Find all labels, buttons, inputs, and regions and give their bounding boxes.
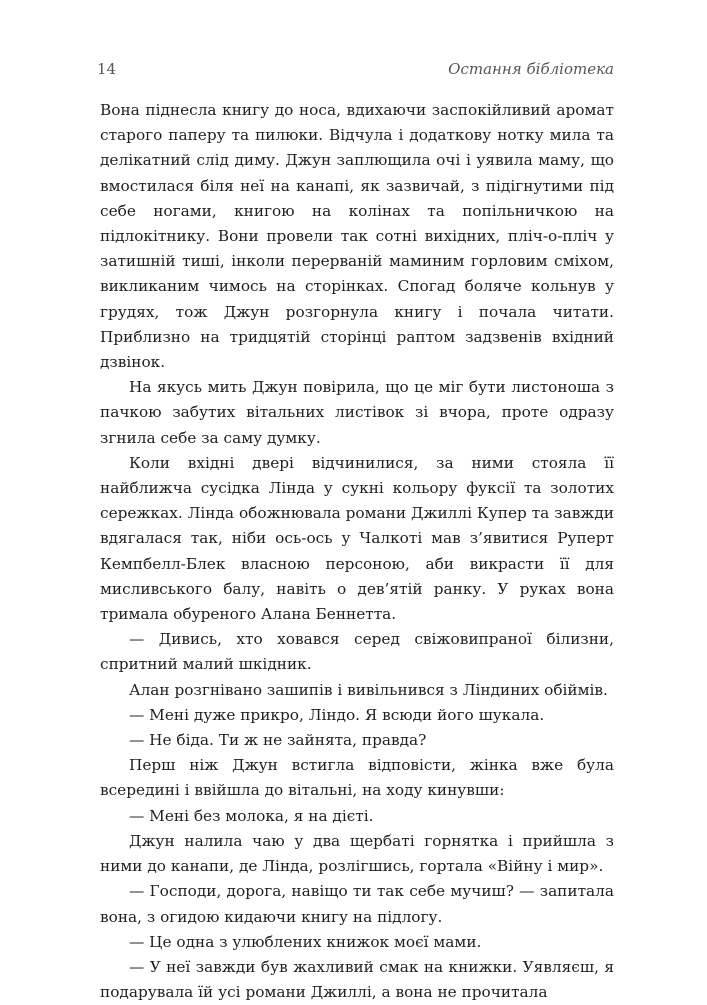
paragraph: На якусь мить Джун повірила, що це міг бути листоноша з пачкою забутих вітальних листівок зі вчора, проте одразу згнила себе за саму думку. xyxy=(100,378,614,447)
paragraph: Коли вхідні двері відчинилися, за ними стояла її найближча сусідка Лінда у сукні кольору фуксії та золотих сережках. Лінда обожнювала романи Джиллі Купер та завжди вдягалася так, ніби ось-ось у Чалкоті мав з’явитися Руперт Кемпбелл-Блек власною персоною, аби викрасти її для мисливського балу, навіть о дев’ятій ранку. У руках вона тримала обуреного Алана Беннетта. xyxy=(100,453,614,624)
dialogue-line: — Не біда. Ти ж не зайнята, правда? xyxy=(129,731,427,750)
page-number: 14 xyxy=(97,60,117,78)
paragraph: Джун налила чаю у два щербаті горнятка і прийшла з ними до канапи, де Лінда, розлігшись, гортала «Війну і мир». xyxy=(100,831,614,876)
paragraph: Алан розгнівано зашипів і вивільнився з Ліндиних обіймів. xyxy=(129,680,608,699)
dialogue-line: — Господи, дорога, навіщо ти так себе мучиш? — запитала вона, з огидою кидаючи книгу на підлогу. xyxy=(100,882,614,926)
dialogue-line: — Дивись, хто ховався серед свіжовипраної білизни, спритний малий шкідник. xyxy=(100,630,614,674)
paragraph: Перш ніж Джун встигла відповісти, жінка вже була всередині і ввійшла до вітальні, на ходу кинувши: xyxy=(100,756,614,800)
running-title: Остання бібліотека xyxy=(448,60,614,78)
page-header xyxy=(97,60,614,84)
paragraph: Вона піднесла книгу до носа, вдихаючи заспокійливий аромат старого паперу та пилюки. Відчула і додаткову нотку мила та делікатний слід диму. Джун заплющила очі і уявила маму, що вмостилася біля неї на канапі, як зазвичай, з підігнутими під себе ногами, книгою на колінах та попільничкою на підлокітнику. Вони провели так сотні вихідних, пліч-о-пліч у затишній тиші, інколи перерваній маминим горловим сміхом, викликаним чимось на сторінках. Спогад боляче кольнув у грудях, тож Джун розгорнула книгу і почала читати. Приблизно на тридцятій сторінці раптом задзвенів вхідний дзвінок. xyxy=(100,101,614,372)
dialogue-line: — Це одна з улюблених книжок моєї мами. xyxy=(129,932,482,951)
dialogue-line: — Мені без молока, я на дієті. xyxy=(129,806,374,825)
dialogue-line: — Мені дуже прикро, Ліндо. Я всюди його шукала. xyxy=(129,705,545,724)
body-text xyxy=(100,98,614,1005)
dialogue-line: — У неї завжди був жахливий смак на книжки. Уявляєш, я подарувала їй усі романи Джиллі, а вона не прочитала xyxy=(100,957,614,1002)
